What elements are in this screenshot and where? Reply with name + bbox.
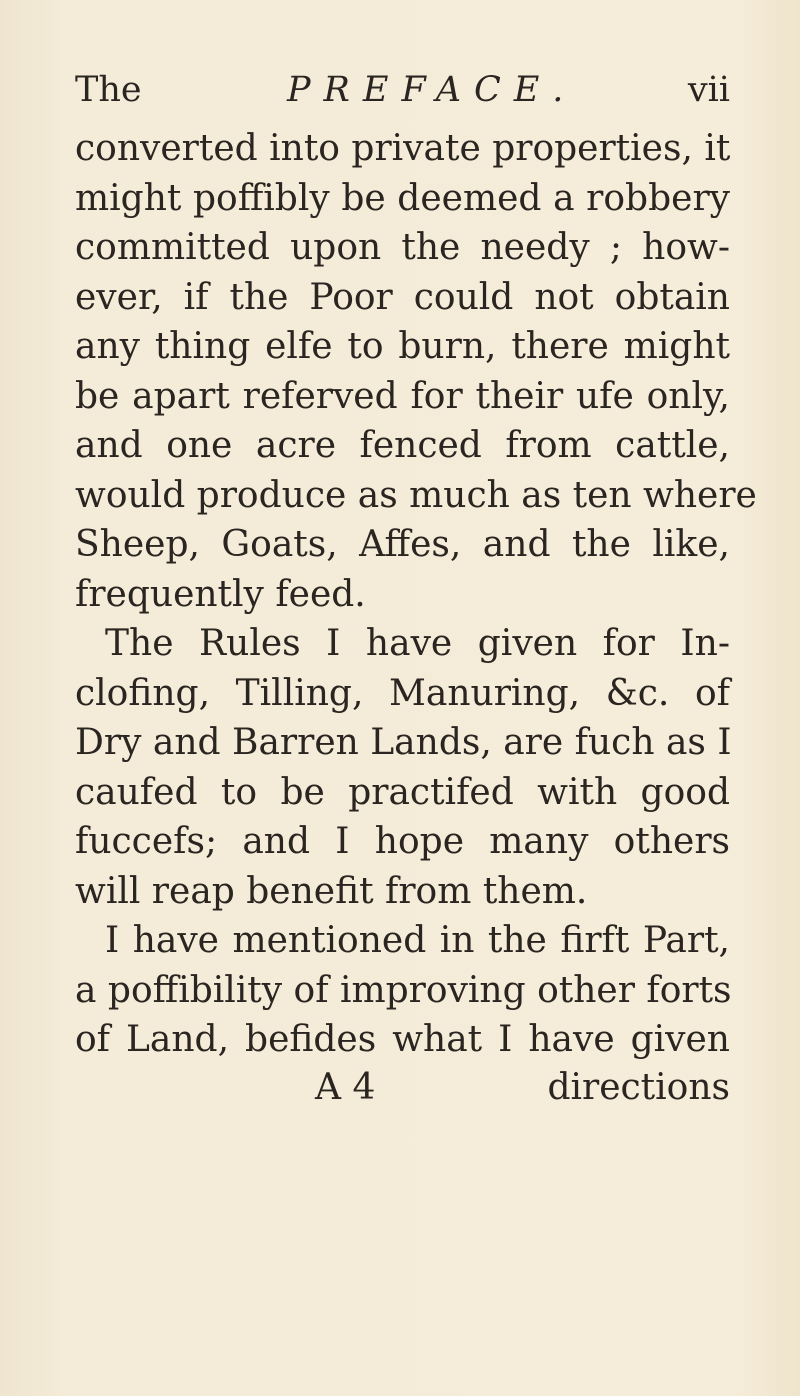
page-footer [75, 1063, 730, 1113]
text-line: caufed to be practifed with good [75, 771, 730, 813]
text-line: ever, if the Poor could not obtain [75, 276, 730, 318]
text-line: frequently feed. [75, 573, 366, 615]
text-line: will reap benefit from them. [75, 870, 588, 912]
text-line: a poffibility of improving other forts [75, 969, 732, 1011]
text-line: committed upon the needy ; how- [75, 227, 730, 268]
text-line: converted into private properties, it [75, 128, 731, 169]
running-header [75, 65, 730, 115]
header-title: PREFACE. [287, 70, 577, 110]
body-text [75, 124, 757, 1065]
text-line: of Land, befides what I have given [75, 1019, 730, 1060]
signature-mark: A 4 [315, 1067, 376, 1108]
text-line: any thing elfe to burn, there might [75, 326, 730, 367]
page-number: vii [687, 70, 730, 110]
text-line: fuccefs; and I hope many others [75, 821, 730, 862]
catchword: directions [547, 1067, 730, 1108]
header-label: The [75, 70, 142, 110]
text-line: The Rules I have given for In- [105, 623, 730, 664]
text-line: be apart referved for their ufe only, [75, 375, 730, 417]
text-line: I have mentioned in the firft Part, [105, 920, 730, 961]
text-line: Dry and Barren Lands, are fuch as I [75, 722, 732, 763]
text-line: clofing, Tilling, Manuring, &c. of [75, 672, 730, 714]
text-line: would produce as much as ten where [75, 474, 757, 516]
text-line: might poffibly be deemed a robbery [75, 177, 730, 219]
text-line: Sheep, Goats, Affes, and the like, [75, 524, 730, 565]
text-line: and one acre fenced from cattle, [75, 425, 730, 466]
